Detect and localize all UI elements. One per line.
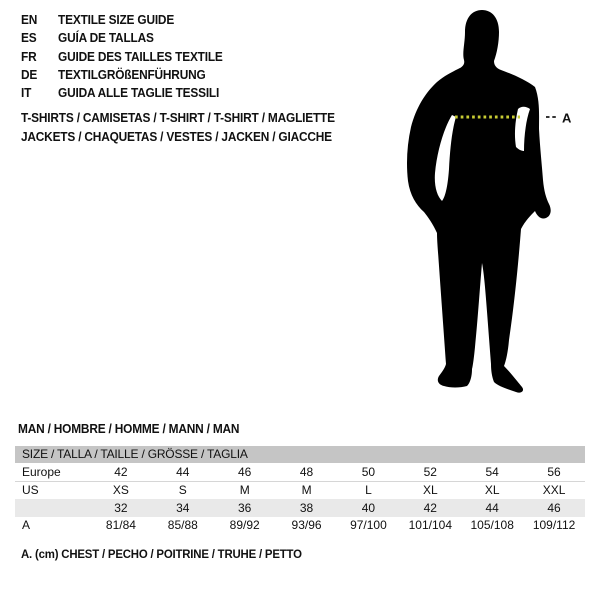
lang-row-fr <box>21 48 223 66</box>
cell-value: XS <box>112 483 129 498</box>
lang-row-es <box>21 29 223 47</box>
cell-value: 32 <box>114 500 128 515</box>
row-label-a: A <box>22 518 31 533</box>
cell-value: 105/108 <box>470 518 514 533</box>
cell-value: 93/96 <box>291 518 322 533</box>
cell-value: 109/112 <box>532 518 576 533</box>
garment-categories <box>21 109 335 147</box>
cell-value: 42 <box>114 464 128 479</box>
lang-code-fr: FR <box>21 49 37 64</box>
measurement-footnote: A. (cm) CHEST / PECHO / POITRINE / TRUHE / PETTO <box>21 547 302 561</box>
lang-label-it: GUIDA ALLE TAGLIE TESSILI <box>58 86 220 101</box>
language-list <box>21 11 223 102</box>
cell-value: 34 <box>176 500 190 515</box>
cell-value: 36 <box>238 500 252 515</box>
cell-value: 40 <box>361 500 376 515</box>
cell-value: XL <box>422 483 438 498</box>
cell-value: 54 <box>485 464 499 479</box>
cell-value: 46 <box>547 500 561 515</box>
cell-value: XXL <box>542 483 566 498</box>
lang-row-de <box>21 66 223 84</box>
size-table-header: SIZE / TALLA / TAILLE / GRÖSSE / TAGLIA <box>15 446 585 463</box>
row-label-europe: Europe <box>22 464 61 479</box>
lang-code-en: EN <box>21 13 38 27</box>
cell-value: 50 <box>361 464 376 479</box>
size-table <box>15 446 585 534</box>
lang-label-de: TEXTILGRÖßENFÜHRUNG <box>58 67 206 82</box>
cell-value: 38 <box>299 500 314 515</box>
category-jackets: JACKETS / CHAQUETAS / VESTES / JACKEN / GIACCHE <box>21 130 332 144</box>
cell-value: M <box>239 483 250 498</box>
lang-row-en <box>21 11 223 29</box>
cell-value: 46 <box>238 464 252 479</box>
man-silhouette <box>407 10 551 393</box>
cell-value: 81/84 <box>105 518 136 533</box>
cell-value: L <box>365 483 372 498</box>
cell-value: S <box>178 483 187 498</box>
category-tshirts: T-SHIRTS / CAMISETAS / T-SHIRT / T-SHIRT / MAGLIETTE <box>21 111 335 125</box>
cell-value: XL <box>484 483 500 498</box>
cell-value: 44 <box>176 464 190 479</box>
section-title-man: MAN / HOMBRE / HOMME / MANN / MAN <box>18 422 240 436</box>
cell-value: 97/100 <box>350 518 387 533</box>
cell-value: 56 <box>547 464 561 479</box>
lang-code-es: ES <box>21 31 37 46</box>
table-row-chest-a <box>15 517 585 535</box>
table-row-numeric <box>15 499 585 517</box>
lang-code-it: IT <box>21 86 32 101</box>
cell-value: M <box>301 483 312 498</box>
row-label-us: US <box>22 483 39 498</box>
cell-value: 44 <box>485 500 499 515</box>
lang-row-it <box>21 84 223 102</box>
lang-label-en: TEXTILE SIZE GUIDE <box>58 13 175 27</box>
cell-value: 48 <box>299 464 314 479</box>
measurement-figure <box>400 5 576 395</box>
cell-value: 101/104 <box>408 518 452 533</box>
cell-value: 89/92 <box>229 518 260 533</box>
lang-label-es: GUÍA DE TALLAS <box>58 31 154 46</box>
lang-code-de: DE <box>21 67 38 82</box>
cell-value: 52 <box>423 464 437 479</box>
table-row-europe <box>15 463 585 482</box>
table-row-us <box>15 482 585 500</box>
lang-label-fr: GUIDE DES TAILLES TEXTILE <box>58 49 223 64</box>
cell-value: 42 <box>423 500 437 515</box>
cell-value: 85/88 <box>167 518 198 533</box>
measure-label-a: A <box>562 110 572 126</box>
